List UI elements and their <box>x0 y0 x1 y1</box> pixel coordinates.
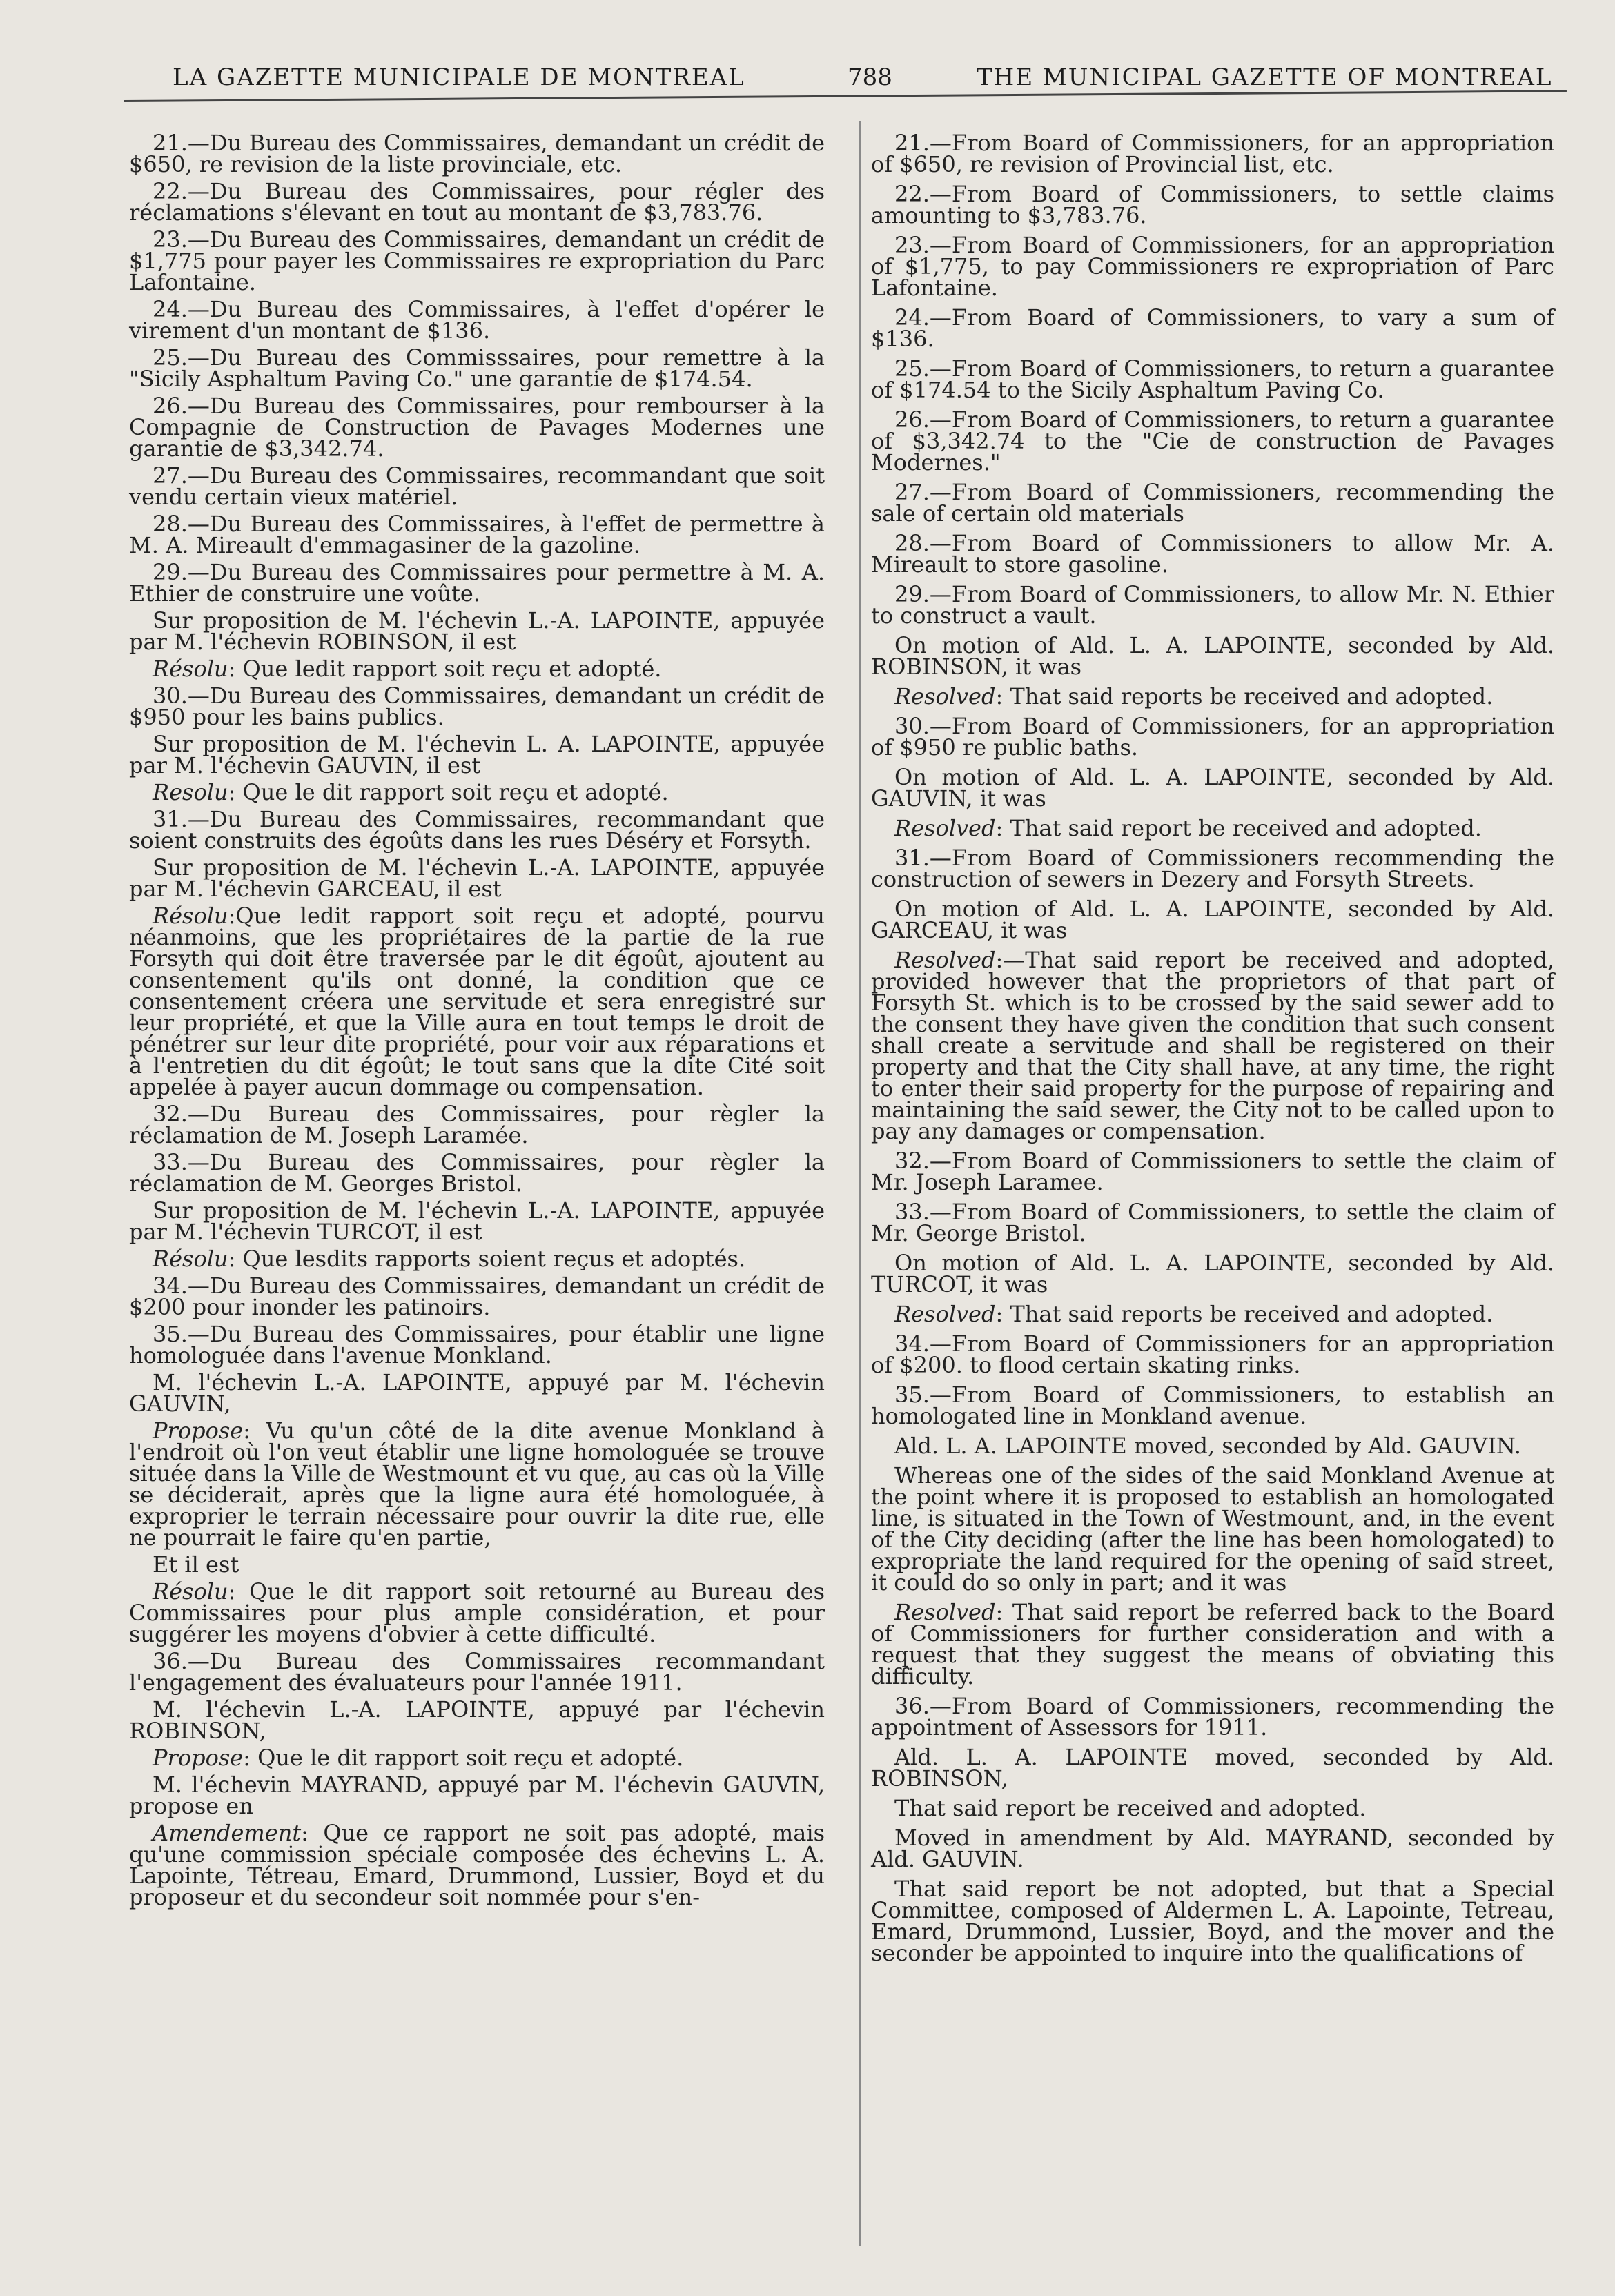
paragraph <box>871 581 1554 629</box>
paragraph <box>129 905 825 1098</box>
resolution-lead: Resolved <box>894 683 996 709</box>
paragraph-text: 23.—Du Bureau des Commissaires, demandant un crédit de $1,775 pour payer les Commissaires re expropriation du Parc Lafontaine. <box>129 226 825 295</box>
paragraph <box>129 1103 825 1146</box>
resolution-lead: Résolu <box>153 1246 228 1272</box>
paragraph-text: 30.—From Board of Commissioners, for an appropriation of $950 re public baths. <box>871 713 1554 761</box>
paragraph <box>871 947 1554 1144</box>
paragraph <box>129 1275 825 1318</box>
paragraph-text: That said report be not adopted, but that a Special Committee, composed of Aldermen L. A. Lapointe, Tetreau, Emard, Drummond, Lussier, Boyd, and the mover and the seconder be appointed to inquire into the qualifications of <box>871 1876 1554 1966</box>
header-rule <box>124 90 1567 102</box>
paragraph-text: Moved in amendment by Ald. MAYRAND, seconded by Ald. GAUVIN. <box>871 1825 1554 1872</box>
paragraph <box>129 178 825 226</box>
paragraph-text: 25.—From Board of Commissioners, to return a guarantee of $174.54 to the Sicily Asphaltum Paving Co. <box>871 355 1554 403</box>
paragraph <box>871 479 1554 527</box>
paragraph <box>871 1795 1554 1821</box>
paragraph-text: : Que lesdits rapports soient reçus et adoptés. <box>228 1246 746 1272</box>
paragraph-text: : Que ce rapport ne soit pas adopté, mais qu'une commission spéciale composée des échevins L. A. Lapointe, Tétreau, Emard, Drummond, Lussier, Boyd et du proposeur et du secondeur soit nommée pour s'en- <box>129 1820 825 1910</box>
paragraph <box>129 806 825 854</box>
paragraph <box>129 658 825 680</box>
paragraph <box>871 1435 1554 1457</box>
paragraph-text: Ald. L. A. LAPOINTE moved, seconded by Ald. ROBINSON, <box>871 1744 1554 1792</box>
french-column <box>129 130 825 1914</box>
paragraph <box>129 1248 825 1270</box>
resolution-lead: Resolved <box>894 1301 996 1327</box>
paragraph-text: : Que le dit rapport soit reçu et adopté. <box>228 779 669 805</box>
paragraph <box>129 1149 825 1197</box>
paragraph-text: 33.—From Board of Commissioners, to settle the claim of Mr. George Bristol. <box>871 1199 1554 1246</box>
resolution-lead: Résolu <box>153 1578 228 1605</box>
paragraph-text: 27.—Du Bureau des Commissaires, recommandant que soit vendu certain vieux matériel. <box>129 462 825 510</box>
paragraph-text: That said report be received and adopted. <box>894 1795 1367 1821</box>
paragraph <box>129 1648 825 1696</box>
paragraph <box>871 1201 1554 1244</box>
paragraph <box>871 713 1554 761</box>
paragraph <box>129 1321 825 1368</box>
paragraph-text: 26.—From Board of Commissioners, to return a guarantee of $3,342.74 to the "Cie de construction de Pavages Modernes." <box>871 406 1554 475</box>
paragraph-text: 30.—Du Bureau des Commissaires, demandant un crédit de $950 pour les bains publics. <box>129 683 825 730</box>
paragraph <box>129 685 825 728</box>
paragraph-text: On motion of Ald. L. A. LAPOINTE, seconded by Ald. GAUVIN, it was <box>871 764 1554 812</box>
resolution-lead: Resolved <box>894 815 996 841</box>
paragraph <box>129 1696 825 1744</box>
paragraph-text: Sur proposition de M. l'échevin L.-A. LAPOINTE, appuyée par M. l'échevin GARCEAU, il est <box>129 854 825 902</box>
paragraph <box>129 1747 825 1769</box>
paragraph-text: 27.—From Board of Commissioners, recommending the sale of certain old materials <box>871 479 1554 527</box>
paragraph <box>129 344 825 392</box>
paragraph-text: :—That said report be received and adopted, provided however that the proprietors of that part of Forsyth St. which is to be crossed by the said sewer add to the consent they have given the condition that such consent shall create a servitude and shall be registered on their property and that the City shall have, at any time, the right to enter their said property for the purpose of repairing and maintaining the said sewer, the City not to be called upon to pay any damages or compensation. <box>871 947 1554 1144</box>
paragraph <box>871 1827 1554 1870</box>
paragraph-text: 22.—Du Bureau des Commissaires, pour régler des réclamations s'élevant en tout au montant de $3,783.76. <box>129 178 825 226</box>
paragraph <box>129 1197 825 1245</box>
paragraph-text: M. l'échevin L.-A. LAPOINTE, appuyé par l'échevin ROBINSON, <box>129 1696 825 1744</box>
paragraph <box>871 355 1554 403</box>
paragraph-text: : That said report be received and adopted. <box>995 815 1482 841</box>
paragraph-text: : That said reports be received and adopted. <box>995 683 1494 709</box>
paragraph-text: Sur proposition de M. l'échevin L.-A. LAPOINTE, appuyée par M. l'échevin TURCOT, il est <box>129 1197 825 1245</box>
paragraph-text: Et il est <box>153 1551 239 1578</box>
resolution-lead: Resolved <box>894 1599 996 1625</box>
paragraph-text: 21.—From Board of Commissioners, for an appropriation of $650, re revision of Provincial list, etc. <box>871 130 1554 177</box>
paragraph-text: 29.—From Board of Commissioners, to allow Mr. N. Ethier to construct a vault. <box>871 581 1554 629</box>
paragraph <box>129 226 825 295</box>
paragraph-text: 24.—From Board of Commissioners, to vary a sum of $136. <box>871 304 1554 352</box>
resolution-lead: Résolu <box>153 656 228 682</box>
paragraph <box>871 406 1554 475</box>
paragraph-text: : Que le dit rapport soit retourné au Bureau des Commissaires pour plus ample considération, et pour suggérer les moyens d'obvier à cette difficulté. <box>129 1578 825 1647</box>
paragraph <box>871 1599 1554 1689</box>
paragraph-text: 36.—Du Bureau des Commissaires recommandant l'engagement des évaluateurs pour l'année 1911. <box>129 1648 825 1696</box>
paragraph <box>129 1774 825 1817</box>
paragraph-text: 24.—Du Bureau des Commissaires, à l'effet d'opérer le virement d'un montant de $136. <box>129 296 825 344</box>
paragraph <box>871 1744 1554 1792</box>
paragraph <box>871 1250 1554 1297</box>
paragraph-text: 33.—Du Bureau des Commissaires, pour règler la réclamation de M. Georges Bristol. <box>129 1149 825 1197</box>
paragraph-text: 21.—Du Bureau des Commissaires, demandant un crédit de $650, re revision de la liste provinciale, etc. <box>129 130 825 177</box>
paragraph-text: 28.—From Board of Commissioners to allow Mr. A. Mireault to store gasoline. <box>871 530 1554 578</box>
paragraph <box>871 896 1554 943</box>
resolution-lead: Resolved <box>894 947 996 973</box>
paragraph <box>129 731 825 778</box>
paragraph-text: 34.—Du Bureau des Commissaires, demandant un crédit de $200 pour inonder les patinoirs. <box>129 1273 825 1320</box>
paragraph-text: Sur proposition de M. l'échevin L.-A. LAPOINTE, appuyée par M. l'échevin ROBINSON, il est <box>129 607 825 655</box>
paragraph <box>871 1384 1554 1427</box>
paragraph-text: 28.—Du Bureau des Commissaires, à l'effet de permettre à M. A. Mireault d'emmagasiner de la gazoline. <box>129 511 825 558</box>
paragraph <box>129 1820 825 1910</box>
paragraph <box>871 130 1554 177</box>
paragraph <box>129 395 825 460</box>
paragraph-text: 25.—Du Bureau des Commisssaires, pour remettre à la "Sicily Asphaltum Paving Co." une garantie de $174.54. <box>129 344 825 392</box>
paragraph-text: On motion of Ald. L. A. LAPOINTE, seconded by Ald. TURCOT, it was <box>871 1250 1554 1297</box>
paragraph <box>129 462 825 510</box>
paragraph-text: 35.—Du Bureau des Commissaires, pour établir une ligne homologuée dans l'avenue Monkland. <box>129 1321 825 1368</box>
paragraph <box>129 854 825 902</box>
paragraph <box>129 1578 825 1647</box>
paragraph <box>871 632 1554 680</box>
paragraph-text: : That said report be referred back to the Board of Commissioners for further consideration and with a request that they suggest the means of obviating this difficulty. <box>871 1599 1554 1689</box>
paragraph-text: M. l'échevin MAYRAND, appuyé par M. l'échevin GAUVIN, propose en <box>129 1772 825 1819</box>
paragraph <box>871 764 1554 812</box>
paragraph-text: M. l'échevin L.-A. LAPOINTE, appuyé par M. l'échevin GAUVIN, <box>129 1369 825 1417</box>
paragraph <box>871 683 1554 709</box>
paragraph-text: :Que ledit rapport soit reçu et adopté, pourvu néanmoins, que les propriétaires de la partie de la rue Forsyth qui doit être traversée par le dit égoût, ajoutent au consentement qu'ils ont donné, la condition que ce consentement créera une servitude et sera enregistré sur leur propriété, et que la Ville aura en tout temps le droit de pénétrer sur leur dite propriété, pour voir aux réparations et à l'entretien du dit égoût; le tout sans que la dite Cité soit appelée à payer aucun dommage ou compensation. <box>129 903 825 1100</box>
paragraph <box>871 1878 1554 1964</box>
paragraph-text: Whereas one of the sides of the said Monkland Avenue at the point where it is proposed to establish an homologated line, is situated in the Town of Westmount, and, in the event of the City deciding (after the line has been homologated) to expropriate the land required for the opening of said street, it could do so only in part; and it was <box>871 1462 1554 1596</box>
paragraph <box>129 1417 825 1551</box>
column-divider <box>859 121 861 2246</box>
paragraph-text: Sur proposition de M. l'échevin L. A. LAPOINTE, appuyée par M. l'échevin GAUVIN, il est <box>129 731 825 778</box>
paragraph-text: 34.—From Board of Commissioners for an appropriation of $200. to flood certain skating rinks. <box>871 1331 1554 1378</box>
paragraph-text: 22.—From Board of Commissioners, to settle claims amounting to $3,783.76. <box>871 181 1554 228</box>
paragraph <box>871 1693 1554 1740</box>
resolution-lead: Propose <box>153 1745 244 1771</box>
english-column <box>871 130 1554 1972</box>
paragraph <box>871 530 1554 578</box>
paragraph-text: Ald. L. A. LAPOINTE moved, seconded by Ald. GAUVIN. <box>894 1433 1521 1459</box>
paragraph-text: On motion of Ald. L. A. LAPOINTE, seconded by Ald. ROBINSON, it was <box>871 632 1554 680</box>
paragraph <box>871 1301 1554 1327</box>
paragraph <box>871 815 1554 841</box>
paragraph <box>129 559 825 607</box>
resolution-lead: Amendement <box>153 1820 302 1846</box>
paragraph <box>871 181 1554 228</box>
paragraph-text: 26.—Du Bureau des Commissaires, pour rembourser à la Compagnie de Construction de Pavages Modernes une garantie de $3,342.74. <box>129 393 825 462</box>
paragraph <box>129 130 825 177</box>
paragraph <box>129 296 825 344</box>
paragraph <box>871 232 1554 301</box>
paragraph <box>129 1369 825 1417</box>
paragraph <box>871 847 1554 890</box>
paragraph-text: 35.—From Board of Commissioners, to establish an homologated line in Monkland avenue. <box>871 1382 1554 1429</box>
paragraph-text: 31.—Du Bureau des Commissaires, recommandant que soient construits des égoûts dans les rues Déséry et Forsyth. <box>129 806 825 854</box>
paragraph-text: 23.—From Board of Commissioners, for an appropriation of $1,775, to pay Commissioners re expropriation of Parc Lafontaine. <box>871 232 1554 301</box>
paragraph-text: : Que ledit rapport soit reçu et adopté. <box>228 656 662 682</box>
header-english-title: THE MUNICIPAL GAZETTE OF MONTREAL <box>977 63 1553 91</box>
paragraph-text: 32.—Du Bureau des Commissaires, pour règler la réclamation de M. Joseph Laramée. <box>129 1101 825 1148</box>
paragraph-text: : That said reports be received and adopted. <box>995 1301 1494 1327</box>
paragraph-text: 31.—From Board of Commissioners recommending the construction of sewers in Dezery and Forsyth Streets. <box>871 845 1554 892</box>
paragraph-text: : Vu qu'un côté de la dite avenue Monkland à l'endroit où l'on veut établir une ligne homologuée se trouve située dans la Ville de Westmount et vu que, au cas où la Ville se déciderait, après que la ligne aura été homologuée, à exproprier le terrain nécessaire pour ouvrir la dite rue, elle ne pourrait le faire qu'en partie, <box>129 1417 825 1551</box>
resolution-lead: Resolu <box>153 779 228 805</box>
paragraph <box>129 1551 825 1578</box>
header-french-title: LA GAZETTE MUNICIPALE DE MONTREAL <box>173 63 745 91</box>
resolution-lead: Propose <box>153 1417 244 1444</box>
paragraph <box>129 513 825 556</box>
resolution-lead: Résolu <box>153 903 228 929</box>
paragraph-text: On motion of Ald. L. A. LAPOINTE, seconded by Ald. GARCEAU, it was <box>871 896 1554 943</box>
paragraph <box>871 304 1554 352</box>
paragraph <box>129 779 825 805</box>
paragraph <box>871 1462 1554 1596</box>
paragraph-text: 29.—Du Bureau des Commissaires pour permettre à M. A. Ethier de construire une voûte. <box>129 559 825 607</box>
paragraph-text: 32.—From Board of Commissioners to settle the claim of Mr. Joseph Laramee. <box>871 1148 1554 1195</box>
page-number: 788 <box>848 63 892 91</box>
paragraph <box>871 1333 1554 1376</box>
paragraph <box>129 607 825 655</box>
paragraph-text: 36.—From Board of Commissioners, recommending the appointment of Assessors for 1911. <box>871 1693 1554 1740</box>
paragraph <box>871 1150 1554 1193</box>
paragraph-text: : Que le dit rapport soit reçu et adopté. <box>243 1745 684 1771</box>
